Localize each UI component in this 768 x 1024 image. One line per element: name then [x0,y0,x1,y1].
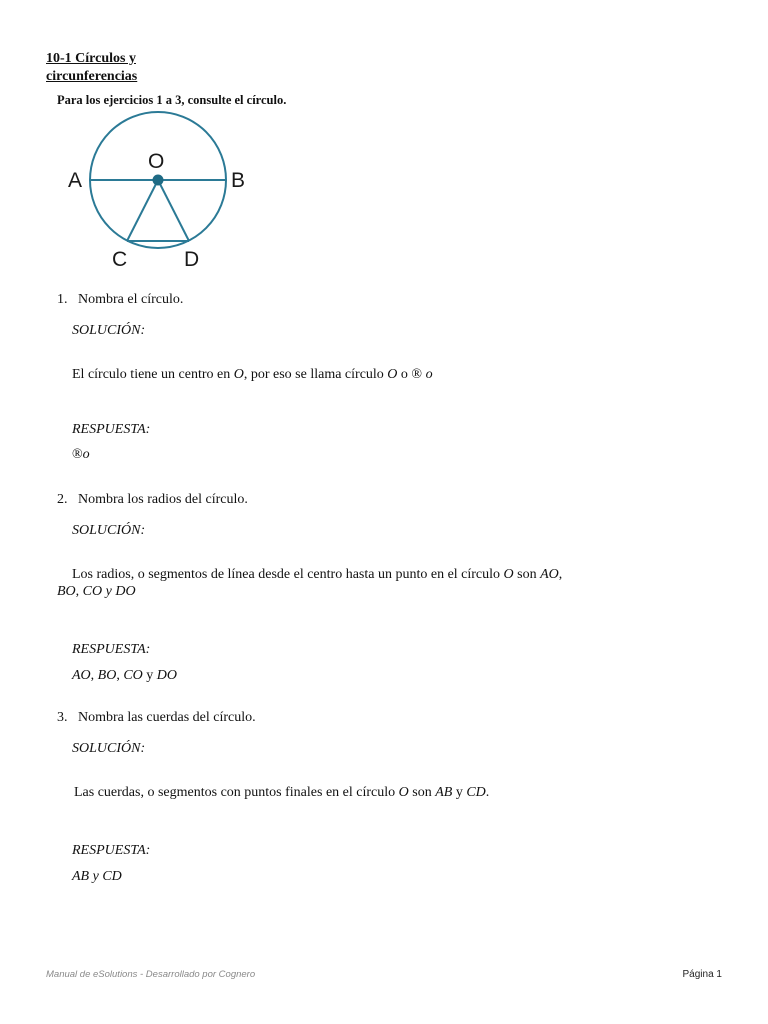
italic-part: AO [540,567,559,582]
italic-part: O [233,367,244,382]
italic-part: O [503,567,514,582]
text-part: son [408,785,436,800]
radius-do [158,180,189,241]
label-a: A [68,169,83,192]
italic-part: AO [72,668,91,683]
exercise-1-question [57,292,183,308]
exercise-2-question [57,492,248,508]
text-part: son [513,567,541,582]
exercise-2-solution-line-1 [72,566,562,583]
text-part: . [485,785,490,800]
italic-part: AB y CD [72,869,122,884]
circle-figure [64,105,264,275]
text-part: y [142,668,157,683]
radius-co [127,180,158,241]
text-part: o ® [397,367,426,382]
exercise-2-number: 2. [57,492,68,507]
exercise-2-solution-line-2 [57,583,136,600]
italic-part: y [102,584,116,599]
exercise-2-answer-label: RESPUESTA: [72,642,151,657]
text-part: Las cuerdas, o segmentos con puntos finales en el círculo [74,785,399,800]
italic-part: O [387,367,398,382]
exercise-1-text: Nombra el círculo. [78,292,184,307]
italic-part: O [398,785,409,800]
text-part: y [452,785,467,800]
italic-part: AB [435,785,453,800]
italic-part: CD [466,785,486,800]
exercise-3-answer [72,869,122,885]
text-part: , [90,668,98,683]
italic-part: CO [82,584,103,599]
label-b: B [231,169,246,192]
exercise-2-answer [72,668,177,684]
center-point [153,175,164,186]
text-part: ® [72,447,83,462]
exercise-1-answer [72,447,90,463]
italic-part: o [425,367,433,382]
label-c: C [112,248,128,271]
italic-part: DO [156,668,178,683]
text-part: , [75,584,83,599]
text-part: , [116,668,124,683]
exercise-3-question [57,710,256,726]
italic-part: BO [97,668,117,683]
text-part: Los radios, o segmentos de línea desde el centro hasta un punto en el círculo [72,567,504,582]
exercise-1-solution-label: SOLUCIÓN: [72,323,146,338]
footer-credit: Manual de eSolutions - Desarrollado por Cognero [46,969,256,980]
exercise-1-answer-label: RESPUESTA: [72,422,151,437]
title-line-2: circunferencias [46,69,138,84]
exercise-3-solution-text [74,784,489,801]
label-d: D [184,248,200,271]
exercise-3-number: 3. [57,710,68,725]
page-number: Página 1 [682,969,722,980]
italic-part: DO [115,584,136,599]
exercise-3-solution-label: SOLUCIÓN: [72,741,146,756]
text-part: , por eso se llama círculo [243,367,388,382]
document-title [46,50,137,86]
text-part: , [558,567,563,582]
italic-part: BO [57,584,76,599]
title-line-1: 10-1 Círculos y [46,51,136,66]
label-o: O [148,150,165,173]
exercise-3-answer-label: RESPUESTA: [72,843,151,858]
italic-part: CO [123,668,143,683]
text-part: El círculo tiene un centro en [72,367,234,382]
exercise-1-solution-text [72,366,433,383]
exercise-1-number: 1. [57,292,68,307]
exercise-2-text: Nombra los radios del círculo. [78,492,248,507]
exercise-2-solution-label: SOLUCIÓN: [72,523,146,538]
instructions-text: Para los ejercicios 1 a 3, consulte el círculo. [57,93,287,107]
italic-part: o [82,447,90,462]
exercise-3-text: Nombra las cuerdas del círculo. [78,710,256,725]
